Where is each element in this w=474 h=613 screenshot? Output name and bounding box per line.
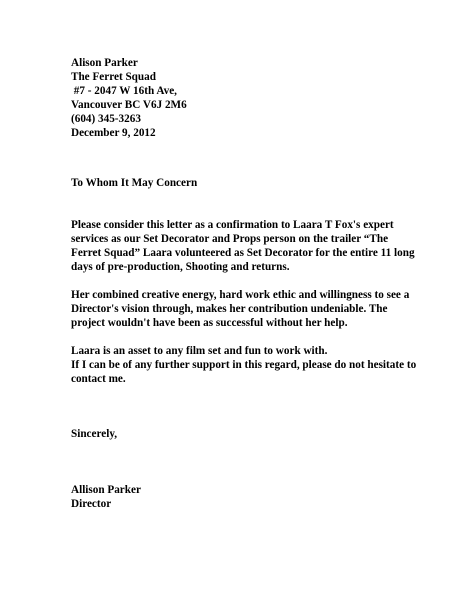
sender-name: Alison Parker xyxy=(71,57,138,69)
sender-city: Vancouver BC V6J 2M6 xyxy=(71,98,187,111)
signature-title: Director xyxy=(71,498,112,511)
body-paragraph-2: Her combined creative energy, hard work ethic and willingness to see a Director's vision through, makes her contribution undeniable. The project wouldn't have been as successful without her help. xyxy=(71,288,410,329)
body-paragraph-3-line-2: If I can be of any further support in this regard, please do not hesitate to contact me. xyxy=(71,358,417,385)
body-paragraph-3-line-1: Laara is an asset to any film set and fun to work with. xyxy=(71,344,328,357)
salutation: To Whom It May Concern xyxy=(71,177,198,190)
sender-street: #7 - 2047 W 16th Ave, xyxy=(71,84,177,97)
letter-content xyxy=(71,57,421,512)
letter-date: December 9, 2012 xyxy=(71,126,156,139)
sender-phone: (604) 345-3263 xyxy=(71,112,141,125)
signature-name: Allison Parker xyxy=(71,484,141,497)
body-paragraph-3 xyxy=(71,345,421,387)
sender-address-block xyxy=(71,57,421,140)
signature-block xyxy=(71,484,421,512)
sender-organization: The Ferret Squad xyxy=(71,70,156,83)
closing: Sincerely, xyxy=(71,428,118,441)
body-paragraph-1: Please consider this letter as a confirmation to Laara T Fox's expert services as our Set Decorator and Props person on the trailer “The Ferret Squad” Laara volunteered as Set Decorator for the entire 11 long days of pre-production, Shooting and returns. xyxy=(71,219,415,274)
